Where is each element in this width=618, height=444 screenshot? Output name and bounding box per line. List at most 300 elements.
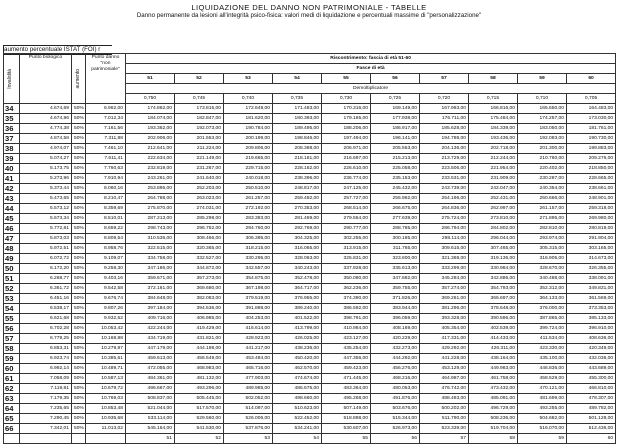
- value-cell: 252.431,00: [469, 194, 518, 204]
- value-cell: 521.044,00: [126, 404, 175, 414]
- invalidity-cell: 45: [4, 214, 20, 224]
- value-cell: 292.769,00: [273, 224, 322, 234]
- value-cell: 396.059,00: [371, 314, 420, 324]
- value-cell: 202.906,00: [126, 134, 175, 144]
- table-row: [4, 324, 616, 334]
- value-cell: 453.484,00: [224, 354, 273, 364]
- punto-biologico-cell: 7.119,81: [20, 384, 72, 394]
- punto-biologico-cell: 7.235,65: [20, 404, 72, 414]
- value-cell: 438.236,00: [273, 344, 322, 354]
- value-cell: 259.318,00: [567, 204, 616, 214]
- value-cell: 489.985,00: [224, 384, 273, 394]
- value-cell: 221.149,00: [175, 154, 224, 164]
- value-cell: 466.810,00: [567, 384, 616, 394]
- value-cell: 231.267,00: [175, 164, 224, 174]
- value-cell: 386.592,00: [322, 304, 371, 314]
- demultiplier-value: 0,705: [567, 94, 616, 104]
- invalidity-cell: 40: [4, 164, 20, 174]
- table-row: [4, 214, 616, 224]
- value-cell: 456.549,00: [175, 354, 224, 364]
- value-cell: 320.365,00: [175, 244, 224, 254]
- value-cell: 306.395,00: [224, 234, 273, 244]
- invalidity-cell: 50: [4, 264, 20, 274]
- punto-biologico-cell: 4.974,07: [20, 144, 72, 154]
- value-cell: 459.423,00: [322, 364, 371, 374]
- invalidity-cell: 44: [4, 204, 20, 214]
- header-riscontro: Riscontrimento: fascia di età 51-60: [126, 54, 616, 64]
- punto-danno-cell: 10.853,48: [86, 404, 126, 414]
- footer-spacer: [4, 434, 20, 444]
- table-row: [4, 294, 616, 304]
- value-cell: 367.198,00: [224, 284, 273, 294]
- table-row: [4, 384, 616, 394]
- value-cell: 241.640,00: [175, 174, 224, 184]
- value-cell: 212.641,00: [126, 144, 175, 154]
- document-title: LIQUIDAZIONE DEL DANNO NON PATRIMONIALE - TABELLE: [191, 3, 427, 12]
- value-cell: 420.229,00: [371, 334, 420, 344]
- value-cell: 404.253,00: [224, 314, 273, 324]
- value-cell: 298.114,00: [420, 234, 469, 244]
- value-cell: 505.445,00: [175, 394, 224, 404]
- value-cell: 330.295,00: [224, 254, 273, 264]
- value-cell: 449.983,00: [469, 364, 518, 374]
- value-cell: 345.284,00: [420, 274, 469, 284]
- value-cell: 354.793,00: [469, 284, 518, 294]
- value-cell: 313.915,00: [322, 244, 371, 254]
- value-cell: 483.364,00: [322, 384, 371, 394]
- value-cell: 352.312,00: [518, 284, 567, 294]
- value-cell: 172.649,00: [224, 104, 273, 114]
- footer-spacer: [72, 434, 86, 444]
- table-row: [4, 104, 616, 114]
- value-cell: 294.760,00: [224, 224, 273, 234]
- aumento-cell: 50%: [72, 194, 86, 204]
- aumento-cell: 50%: [72, 184, 86, 194]
- value-cell: 406.985,00: [175, 314, 224, 324]
- footer-age: 58: [469, 434, 518, 444]
- value-cell: 500.202,00: [420, 404, 469, 414]
- value-cell: 504.682,00: [518, 414, 567, 424]
- punto-danno-cell: 9.258,30: [86, 264, 126, 274]
- value-cell: 390.596,00: [469, 314, 518, 324]
- value-cell: 512.436,00: [567, 424, 616, 434]
- value-cell: 166.816,00: [469, 104, 518, 114]
- punto-biologico-cell: 6.172,20: [20, 264, 72, 274]
- value-cell: 281.469,00: [273, 214, 322, 224]
- header-punto-danno: Punto danno "non patrimoniale": [86, 54, 126, 104]
- value-cell: 379.519,00: [224, 294, 273, 304]
- value-cell: 303.165,00: [567, 244, 616, 254]
- value-cell: 228.665,00: [567, 174, 616, 184]
- invalidity-cell: 66: [4, 424, 20, 434]
- value-cell: 472.055,00: [126, 364, 175, 374]
- punto-biologico-cell: 7.290,45: [20, 414, 72, 424]
- value-cell: 206.971,00: [322, 144, 371, 154]
- aumento-cell: 50%: [72, 384, 86, 394]
- value-cell: 342.557,00: [224, 264, 273, 274]
- aumento-cell: 50%: [72, 394, 86, 404]
- invalidity-cell: 56: [4, 324, 20, 334]
- header-punto-biologico: Punto biologico: [20, 54, 72, 104]
- value-cell: 361.569,00: [567, 294, 616, 304]
- value-cell: 243.739,00: [420, 184, 469, 194]
- value-cell: 432.036,00: [567, 354, 616, 364]
- punto-biologico-cell: 4.674,69: [20, 104, 72, 114]
- value-cell: 250.666,00: [518, 194, 567, 204]
- punto-biologico-cell: 5.473,65: [20, 194, 72, 204]
- value-cell: 413.799,00: [273, 324, 322, 334]
- table-row: [4, 254, 616, 264]
- istat-label: aumento percentuale ISTAT (FOI) r: [3, 45, 112, 55]
- value-cell: 387.865,00: [518, 314, 567, 324]
- aumento-cell: 50%: [72, 274, 86, 284]
- aumento-cell: 50%: [72, 164, 86, 174]
- value-cell: 179.165,00: [322, 114, 371, 124]
- table-row: [4, 354, 616, 364]
- header-aumento: aumento: [72, 54, 86, 104]
- value-cell: 186.917,00: [371, 124, 420, 134]
- table-row: [4, 394, 616, 404]
- value-cell: 309.615,00: [420, 244, 469, 254]
- value-cell: 255.962,00: [371, 194, 420, 204]
- table-row: [4, 414, 616, 424]
- punto-danno-cell: 9.109,07: [86, 254, 126, 264]
- value-cell: 429.292,00: [420, 344, 469, 354]
- demultiplier-value: 0,750: [126, 94, 175, 104]
- value-cell: 253.895,00: [126, 184, 175, 194]
- table-row: [4, 194, 616, 204]
- value-cell: 396.910,00: [567, 324, 616, 334]
- value-cell: 169.149,00: [371, 104, 420, 114]
- punto-danno-cell: 7.760,63: [86, 164, 126, 174]
- value-cell: 471.445,00: [322, 374, 371, 384]
- value-cell: 293.974,00: [518, 234, 567, 244]
- age-header: 53: [224, 74, 273, 84]
- value-cell: 226.610,00: [322, 164, 371, 174]
- punto-biologico-cell: 5.074,27: [20, 154, 72, 164]
- punto-biologico-cell: 6.451,16: [20, 294, 72, 304]
- value-cell: 417.331,00: [420, 334, 469, 344]
- value-cell: 204.136,00: [420, 144, 469, 154]
- punto-danno-cell: 8.510,01: [86, 214, 126, 224]
- value-cell: 376.955,00: [273, 294, 322, 304]
- value-cell: 223.506,00: [420, 164, 469, 174]
- value-cell: 213.729,00: [420, 154, 469, 164]
- demultiplier-value: 0,725: [371, 94, 420, 104]
- value-cell: 444.198,00: [175, 344, 224, 354]
- value-cell: 514.097,00: [224, 404, 273, 414]
- value-cell: 311.765,00: [371, 244, 420, 254]
- aumento-cell: 50%: [72, 334, 86, 344]
- value-cell: 174.257,00: [518, 114, 567, 124]
- value-cell: 385.133,00: [567, 314, 616, 324]
- value-cell: 219.665,00: [224, 154, 273, 164]
- value-cell: 444.292,00: [371, 354, 420, 364]
- aumento-cell: 50%: [72, 304, 86, 314]
- value-cell: 190.730,00: [567, 134, 616, 144]
- value-cell: 357.274,00: [420, 284, 469, 294]
- value-cell: 526.973,00: [371, 424, 420, 434]
- value-cell: 192.083,00: [518, 134, 567, 144]
- invalidity-cell: 43: [4, 194, 20, 204]
- value-cell: 496.667,00: [126, 384, 175, 394]
- table-row: [4, 334, 616, 344]
- value-cell: 545.164,00: [126, 424, 175, 434]
- punto-biologico-cell: 5.972,51: [20, 244, 72, 254]
- value-cell: 476.742,00: [420, 384, 469, 394]
- table-row: [4, 364, 616, 374]
- punto-danno-cell: 9.403,16: [86, 274, 126, 284]
- invalidity-cell: 48: [4, 244, 20, 254]
- invalidity-cell: 57: [4, 334, 20, 344]
- value-cell: 216.697,00: [322, 154, 371, 164]
- value-cell: 201.300,00: [518, 144, 567, 154]
- value-cell: 455.300,00: [567, 374, 616, 384]
- value-cell: 411.534,00: [518, 334, 567, 344]
- value-cell: 277.639,00: [371, 214, 420, 224]
- value-cell: 285.298,00: [175, 214, 224, 224]
- value-cell: 318.215,00: [224, 244, 273, 254]
- value-cell: 197.494,00: [322, 134, 371, 144]
- value-cell: 308.466,00: [175, 234, 224, 244]
- value-cell: 371.826,00: [371, 294, 420, 304]
- value-cell: 323.600,00: [371, 254, 420, 264]
- value-cell: 541.530,00: [175, 424, 224, 434]
- aumento-cell: 50%: [72, 234, 86, 244]
- value-cell: 357.273,00: [175, 274, 224, 284]
- aumento-cell: 50%: [72, 354, 86, 364]
- value-cell: 184.074,00: [126, 114, 175, 124]
- value-cell: 247.125,00: [322, 184, 371, 194]
- value-cell: 314.673,00: [567, 254, 616, 264]
- value-cell: 288.785,00: [371, 224, 420, 234]
- table-row: [4, 134, 616, 144]
- value-cell: 493.255,00: [518, 404, 567, 414]
- invalidity-cell: 52: [4, 284, 20, 294]
- punto-biologico-cell: 6.923,74: [20, 354, 72, 364]
- value-cell: 194.788,00: [420, 134, 469, 144]
- value-cell: 481.699,00: [518, 394, 567, 404]
- value-cell: 408.169,00: [371, 324, 420, 334]
- value-cell: 389.240,00: [273, 304, 322, 314]
- punto-biologico-cell: 5.673,34: [20, 214, 72, 224]
- value-cell: 170.316,00: [322, 104, 371, 114]
- value-cell: 322.515,00: [126, 244, 175, 254]
- punto-biologico-cell: 6.992,14: [20, 364, 72, 374]
- value-cell: 369.680,00: [175, 284, 224, 294]
- punto-danno-cell: 9.932,52: [86, 314, 126, 324]
- invalidity-cell: 65: [4, 414, 20, 424]
- aumento-cell: 50%: [72, 344, 86, 354]
- value-cell: 229.715,00: [224, 164, 273, 174]
- punto-danno-cell: 9.807,26: [86, 304, 126, 314]
- aumento-cell: 50%: [72, 404, 86, 414]
- punto-danno-cell: 7.461,10: [86, 144, 126, 154]
- value-cell: 434.719,00: [126, 334, 175, 344]
- aumento-cell: 50%: [72, 124, 86, 134]
- value-cell: 443.689,00: [567, 364, 616, 374]
- value-cell: 231.909,00: [469, 174, 518, 184]
- table-row: [4, 184, 616, 194]
- punto-danno-cell: 10.053,42: [86, 324, 126, 334]
- value-cell: 164.483,00: [567, 104, 616, 114]
- punto-danno-cell: 11.013,02: [86, 424, 126, 434]
- value-cell: 189.495,00: [273, 124, 322, 134]
- punto-danno-cell: 8.060,16: [86, 184, 126, 194]
- value-cell: 462.570,00: [273, 364, 322, 374]
- aumento-cell: 50%: [72, 284, 86, 294]
- value-cell: 435.100,00: [518, 354, 567, 364]
- value-cell: 279.554,00: [322, 214, 371, 224]
- value-cell: 182.847,00: [175, 114, 224, 124]
- demultiplier-value: 0,730: [322, 94, 371, 104]
- value-cell: 334.758,00: [126, 254, 175, 264]
- invalidity-cell: 51: [4, 274, 20, 284]
- value-cell: 391.888,00: [224, 304, 273, 314]
- value-cell: 498.660,00: [273, 394, 322, 404]
- value-cell: 211.224,00: [175, 144, 224, 154]
- footer-age: 59: [518, 434, 567, 444]
- value-cell: 173.815,00: [175, 104, 224, 114]
- value-cell: 453.129,00: [420, 364, 469, 374]
- value-cell: 530.607,00: [322, 424, 371, 434]
- value-cell: 401.522,00: [273, 314, 322, 324]
- value-cell: 183.050,00: [518, 124, 567, 134]
- value-cell: 233.531,00: [420, 174, 469, 184]
- value-cell: 364.717,00: [273, 284, 322, 294]
- punto-biologico-cell: 6.538,17: [20, 304, 72, 314]
- punto-danno-cell: 10.935,68: [86, 414, 126, 424]
- demultiplier-value: 0,745: [175, 94, 224, 104]
- value-cell: 450.420,00: [273, 354, 322, 364]
- aumento-cell: 50%: [72, 174, 86, 184]
- value-cell: 432.273,00: [371, 344, 420, 354]
- value-cell: 310.536,00: [126, 234, 175, 244]
- invalidity-cell: 39: [4, 154, 20, 164]
- value-cell: 305.315,00: [518, 244, 567, 254]
- value-cell: 326.355,00: [567, 264, 616, 274]
- invalidity-cell: 36: [4, 124, 20, 134]
- value-cell: 222.634,00: [126, 154, 175, 164]
- value-cell: 321.368,00: [420, 254, 469, 264]
- value-cell: 173.030,00: [567, 114, 616, 124]
- value-cell: 518.898,00: [322, 414, 371, 424]
- value-cell: 369.261,00: [420, 294, 469, 304]
- value-cell: 208.388,00: [273, 144, 322, 154]
- value-cell: 180.393,00: [273, 114, 322, 124]
- aumento-cell: 50%: [72, 204, 86, 214]
- value-cell: 328.670,00: [518, 264, 567, 274]
- value-cell: 383.944,00: [371, 304, 420, 314]
- punto-biologico-cell: 5.173,75: [20, 164, 72, 174]
- table-row: [4, 314, 616, 324]
- value-cell: 325.831,00: [322, 254, 371, 264]
- value-cell: 307.465,00: [469, 244, 518, 254]
- demultiplier-value: 0,715: [469, 94, 518, 104]
- value-cell: 228.162,00: [273, 164, 322, 174]
- header-fasce: Fasce di età: [126, 64, 616, 74]
- punto-danno-cell: 7.910,94: [86, 174, 126, 184]
- punto-danno-cell: 10.769,03: [86, 394, 126, 404]
- demultiplier-value: 0,720: [420, 94, 469, 104]
- punto-danno-cell: 7.311,88: [86, 134, 126, 144]
- value-cell: 286.794,00: [420, 224, 469, 234]
- table-row: [4, 204, 616, 214]
- table-row: [4, 264, 616, 274]
- punto-biologico-cell: 6.072,72: [20, 254, 72, 264]
- invalidity-cell: 46: [4, 224, 20, 234]
- value-cell: 359.671,00: [126, 274, 175, 284]
- value-cell: 188.206,00: [322, 124, 371, 134]
- value-cell: 261.157,00: [518, 204, 567, 214]
- value-cell: 488.483,00: [420, 394, 469, 404]
- invalidity-cell: 41: [4, 174, 20, 184]
- punto-danno-cell: 7.012,34: [86, 114, 126, 124]
- value-cell: 257.727,00: [322, 194, 371, 204]
- value-cell: 523.339,00: [420, 424, 469, 434]
- value-cell: 461.758,00: [469, 374, 518, 384]
- footer-age: 53: [224, 434, 273, 444]
- footer-spacer: [86, 434, 126, 444]
- value-cell: 473.432,00: [469, 384, 518, 394]
- value-cell: 167.983,00: [420, 104, 469, 114]
- value-cell: 423.330,00: [518, 344, 567, 354]
- table-row: [4, 234, 616, 244]
- table-row: [4, 154, 616, 164]
- invalidity-cell: 53: [4, 294, 20, 304]
- value-cell: 202.718,00: [469, 144, 518, 154]
- value-cell: 218.850,00: [567, 164, 616, 174]
- value-cell: 193.362,00: [126, 124, 175, 134]
- value-cell: 176.711,00: [420, 114, 469, 124]
- value-cell: 470.121,00: [518, 384, 567, 394]
- value-cell: 359.755,00: [371, 284, 420, 294]
- table-row: [4, 224, 616, 234]
- demultiplier-value: 0,710: [518, 94, 567, 104]
- value-cell: 201.553,00: [175, 134, 224, 144]
- value-cell: 171.483,00: [273, 104, 322, 114]
- value-cell: 459.613,00: [126, 354, 175, 364]
- value-cell: 280.819,00: [567, 224, 616, 234]
- document-subtitle: Danno permanente da lesioni all'integrità psico-fisica: valori medi di liquidazione e percentuali massime di "personalizzazione": [136, 12, 482, 19]
- aumento-cell: 50%: [72, 414, 86, 424]
- value-cell: 347.682,00: [371, 274, 420, 284]
- value-cell: 274.031,00: [175, 204, 224, 214]
- punto-biologico-cell: 6.853,31: [20, 344, 72, 354]
- table-row: [4, 304, 616, 314]
- punto-biologico-cell: 7.342,01: [20, 424, 72, 434]
- value-cell: 316.905,00: [518, 254, 567, 264]
- invalidity-cell: 35: [4, 114, 20, 124]
- value-cell: 269.980,00: [567, 214, 616, 224]
- value-cell: 209.276,00: [567, 154, 616, 164]
- table-row: [4, 274, 616, 284]
- age-header: 58: [469, 74, 518, 84]
- value-cell: 181.620,00: [224, 114, 273, 124]
- value-cell: 399.724,00: [518, 324, 567, 334]
- value-cell: 408.636,00: [567, 334, 616, 344]
- invalidity-cell: 49: [4, 254, 20, 264]
- value-cell: 263.023,00: [175, 194, 224, 204]
- value-cell: 405.354,00: [420, 324, 469, 334]
- value-cell: 181.761,00: [567, 124, 616, 134]
- value-cell: 510.623,00: [273, 404, 322, 414]
- value-cell: 248.901,00: [567, 194, 616, 204]
- aumento-cell: 50%: [72, 144, 86, 154]
- value-cell: 503.676,00: [371, 404, 420, 414]
- value-cell: 507.149,00: [322, 404, 371, 414]
- value-cell: 332.527,00: [175, 254, 224, 264]
